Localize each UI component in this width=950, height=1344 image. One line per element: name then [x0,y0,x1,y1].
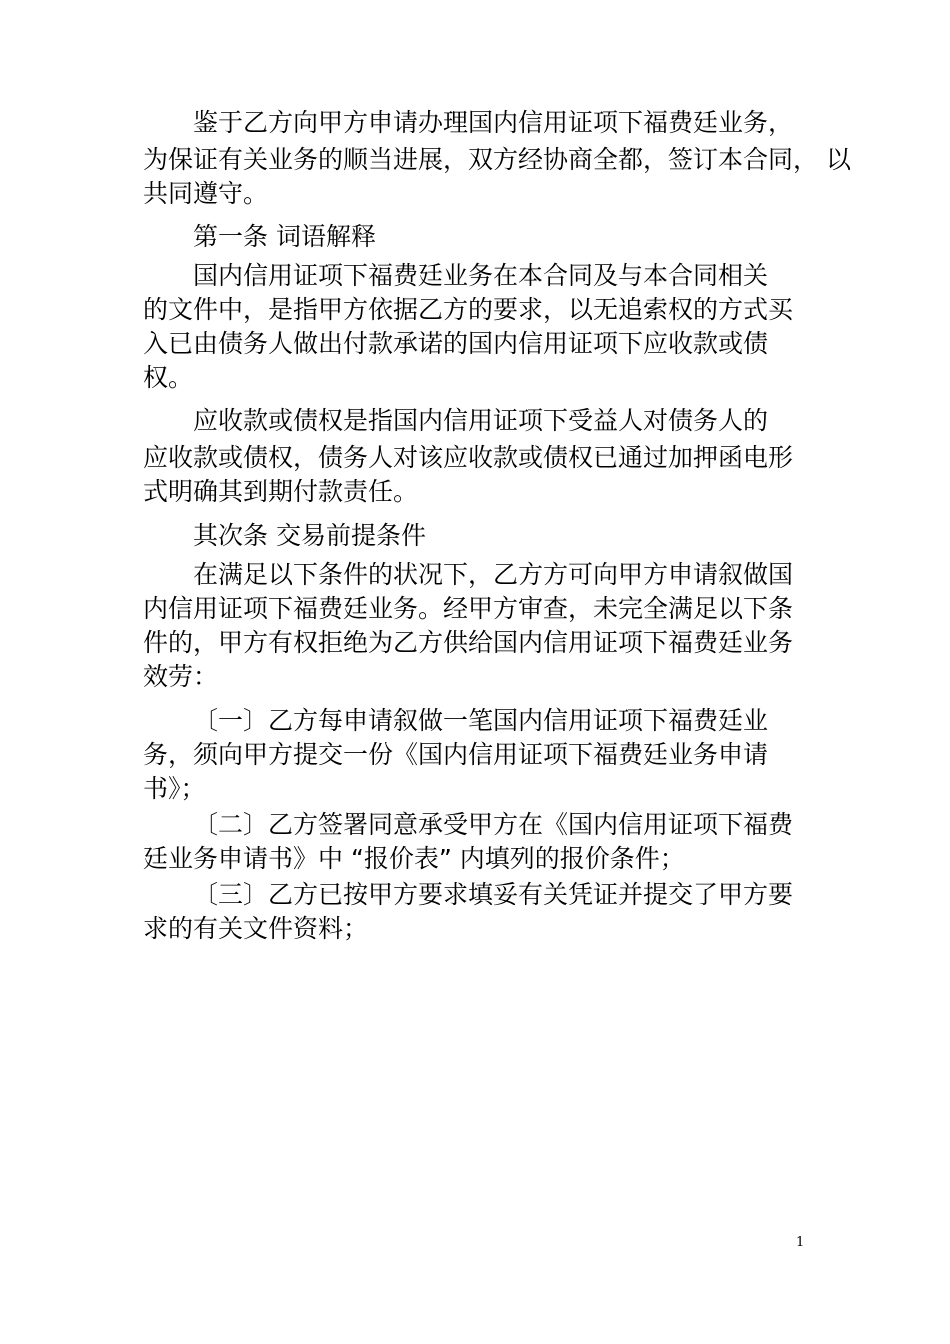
list-item-1: 〔一〕乙方每申请叙做一笔国内信用证项下福费廷业 [193,706,769,735]
paragraph-line: 务，须向甲方提交一份《国内信用证项下福费廷业务申请 [143,740,769,769]
paragraph-line: 在满足以下条件的状况下，乙方方可向甲方申请叙做国 [193,560,794,589]
paragraph-line: 件的，甲方有权拒绝为乙方供给国内信用证项下福费廷业务 [143,628,794,657]
paragraph-line: 效劳： [143,662,219,691]
list-item-3: 〔三〕乙方已按甲方要求填妥有关凭证并提交了甲方要 [193,880,794,909]
paragraph-line: 应收款或债权，债务人对该应收款或债权已通过加押函电形 [143,443,794,472]
paragraph-line: 的文件中，是指甲方依据乙方的要求，以无追索权的方式买 [143,295,794,324]
paragraph-line: 国内信用证项下福费廷业务在本合同及与本合同相关 [193,261,769,290]
paragraph-line: 书》； [143,774,206,803]
paragraph-line: 式明确其到期付款责任。 [143,477,419,506]
paragraph-line: 鉴于乙方向甲方申请办理国内信用证项下福费廷业务， [193,108,794,137]
list-item-2: 〔二〕乙方签署同意承受甲方在《国内信用证项下福费 [193,810,794,839]
section-heading-2: 其次条 交易前提条件 [193,521,426,550]
paragraph-line: 入已由债务人做出付款承诺的国内信用证项下应收款或债 [143,329,769,358]
paragraph-line: 求的有关文件资料； [143,914,369,943]
paragraph-line: 内信用证项下福费廷业务。经甲方审查，未完全满足以下条 [143,594,794,623]
paragraph-line: 廷业务申请书》中 “报价表” 内填列的报价条件； [143,844,685,873]
page-number: 1 [796,1235,805,1250]
section-heading-1: 第一条 词语解释 [193,222,376,251]
paragraph-line: 共同遵守。 [143,179,269,208]
paragraph-line: 权。 [143,363,194,392]
paragraph-line: 应收款或债权是指国内信用证项下受益人对债务人的 [193,406,769,435]
paragraph-line: 为保证有关业务的顺当进展，双方经协商全都，签订本合同， 以 [143,145,851,174]
